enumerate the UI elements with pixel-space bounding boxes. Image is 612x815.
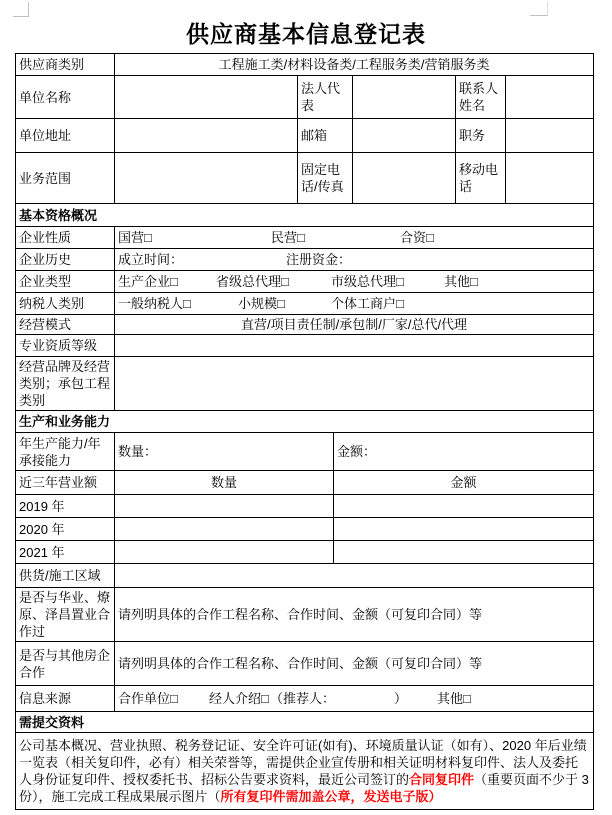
taxpayer-category-label: 纳税人类别 [16,293,115,315]
page-margin-mark-left [13,2,29,17]
business-mode-label: 经营模式 [16,315,115,335]
year-2019-quantity-field[interactable] [115,495,334,518]
legal-rep-label: 法人代表 [298,76,353,119]
section-header-row [16,204,594,227]
year-2020-label: 2020 年 [16,518,115,541]
referrer-field-open[interactable]: （推荐人： [270,691,336,706]
type-manufacturer-checkbox[interactable]: 生产企业□ [118,274,178,289]
table-row [16,335,594,357]
section-required-documents: 需提交资料 [16,712,594,733]
enterprise-type-label: 企业类型 [16,271,115,293]
table-row [16,271,594,293]
taxpayer-general-checkbox[interactable]: 一般纳税人□ [118,296,191,311]
nature-state-owned-checkbox[interactable]: 国营□ [118,230,152,245]
position-label: 职务 [456,119,506,153]
enterprise-history-fields[interactable] [115,249,594,271]
annual-capacity-label: 年生产能力/年承接能力 [16,433,115,471]
brand-category-field[interactable] [115,357,594,411]
legal-rep-field[interactable] [353,76,456,119]
founding-time-field[interactable]: 成立时间： [118,252,184,267]
supplier-category-label: 供应商类别 [16,54,115,76]
table-row [16,541,594,564]
revenue-amount-header: 金额 [334,471,594,495]
year-2020-amount-field[interactable] [334,518,594,541]
table-row [16,495,594,518]
nature-private-checkbox[interactable]: 民营□ [271,230,305,245]
table-row [16,433,594,471]
mobile-field[interactable] [506,153,594,204]
revenue-3yr-label: 近三年营业额 [16,471,115,495]
table-row [16,564,594,588]
section-capacity: 生产和业务能力 [16,411,594,433]
required-documents-paragraph [16,733,594,810]
enterprise-nature-options[interactable] [115,227,594,249]
page-title: 供应商基本信息登记表 [186,21,426,47]
docs-highlight-contract-copy: 合同复印件 [409,772,475,787]
taxpayer-small-scale-checkbox[interactable]: 小规模□ [238,296,285,311]
year-2020-quantity-field[interactable] [115,518,334,541]
business-scope-label: 业务范围 [16,153,115,204]
coop-huaye-field[interactable]: 请列明具体的合作工程名称、合作时间、金额（可复印合同）等 [115,588,594,642]
table-row [16,471,594,495]
table-row [16,249,594,271]
supply-region-field[interactable] [115,564,594,588]
enterprise-history-label: 企业历史 [16,249,115,271]
table-row [16,293,594,315]
phone-fax-label: 固定电话/传真 [298,153,353,204]
email-field[interactable] [353,119,456,153]
business-mode-value: 直营/项目责任制/承包制/厂家/总代/代理 [115,315,594,335]
company-name-field[interactable] [115,76,298,119]
taxpayer-individual-checkbox[interactable]: 个体工商户□ [331,296,404,311]
source-partner-checkbox[interactable]: 合作单位□ [118,691,178,706]
phone-fax-field[interactable] [353,153,456,204]
qualification-level-field[interactable] [115,335,594,357]
capacity-amount-field[interactable]: 金额： [334,433,594,471]
year-2021-label: 2021 年 [16,541,115,564]
table-row [16,54,594,76]
supplier-form-table [15,53,594,810]
year-2019-amount-field[interactable] [334,495,594,518]
section-header-row [16,411,594,433]
docs-text-1: 公司基本概况、营业执照、税务登记证、安全许可证(如有)、环境质量认证（如有）、2020 年后业绩一览表（相关复印件，必有）相关荣誉等，需提供企业宣传册和相关证明材料复印件、法人及委托人身份证复印件、授权委托书、招标公告要求资料，最近公司签订的 [19,738,587,787]
type-city-agent-checkbox[interactable]: 市级总代理□ [331,274,404,289]
referrer-field-close: ） [394,691,408,706]
docs-highlight-stamp-note: 所有复印件需加盖公章，发送电子版） [220,789,442,804]
year-2021-quantity-field[interactable] [115,541,334,564]
coop-other-label: 是否与其他房企合作 [16,642,115,686]
page-margin-mark-right [530,2,548,16]
enterprise-nature-label: 企业性质 [16,227,115,249]
supplier-category-value: 工程施工类/材料设备类/工程服务类/营销服务类 [115,54,594,76]
table-row [16,315,594,335]
section-basic-qualification: 基本资格概况 [16,204,594,227]
coop-other-field[interactable]: 请列明具体的合作工程名称、合作时间、金额（可复印合同）等 [115,642,594,686]
type-other-checkbox[interactable]: 其他□ [444,274,478,289]
table-row [16,227,594,249]
table-row [16,153,594,204]
revenue-quantity-header: 数量 [115,471,334,495]
brand-category-label: 经营品牌及经营类别；承包工程类别 [16,357,115,411]
company-address-field[interactable] [115,119,298,153]
table-row [16,518,594,541]
docs-text-2: （重要页面不少于 3 份），施工完成工程成果展示图片（ [19,772,589,804]
section-header-row [16,712,594,733]
registered-capital-field[interactable]: 注册资金： [286,252,352,267]
capacity-quantity-field[interactable]: 数量： [115,433,334,471]
table-row [16,357,594,411]
supply-region-label: 供货/施工区域 [16,564,115,588]
table-row [16,642,594,686]
info-source-options[interactable] [115,686,594,712]
qualification-level-label: 专业资质等级 [16,335,115,357]
contact-name-field[interactable] [506,76,594,119]
enterprise-type-options[interactable] [115,271,594,293]
table-row [16,119,594,153]
nature-joint-venture-checkbox[interactable]: 合资□ [400,230,434,245]
source-other-checkbox[interactable]: 其他□ [437,691,471,706]
source-referral-checkbox[interactable]: 经人介绍□ [209,691,269,706]
mobile-label: 移动电话 [456,153,506,204]
type-provincial-agent-checkbox[interactable]: 省级总代理□ [216,274,289,289]
email-label: 邮箱 [298,119,353,153]
info-source-label: 信息来源 [16,686,115,712]
table-row [16,686,594,712]
taxpayer-options[interactable] [115,293,594,315]
year-2019-label: 2019 年 [16,495,115,518]
company-name-label: 单位名称 [16,76,115,119]
table-row [16,733,594,810]
position-field[interactable] [506,119,594,153]
table-row [16,76,594,119]
contact-name-label: 联系人姓名 [456,76,506,119]
year-2021-amount-field[interactable] [334,541,594,564]
company-address-label: 单位地址 [16,119,115,153]
coop-huaye-label: 是否与华业、燎原、泽昌置业合作过 [16,588,115,642]
table-row [16,588,594,642]
business-scope-field[interactable] [115,153,298,204]
